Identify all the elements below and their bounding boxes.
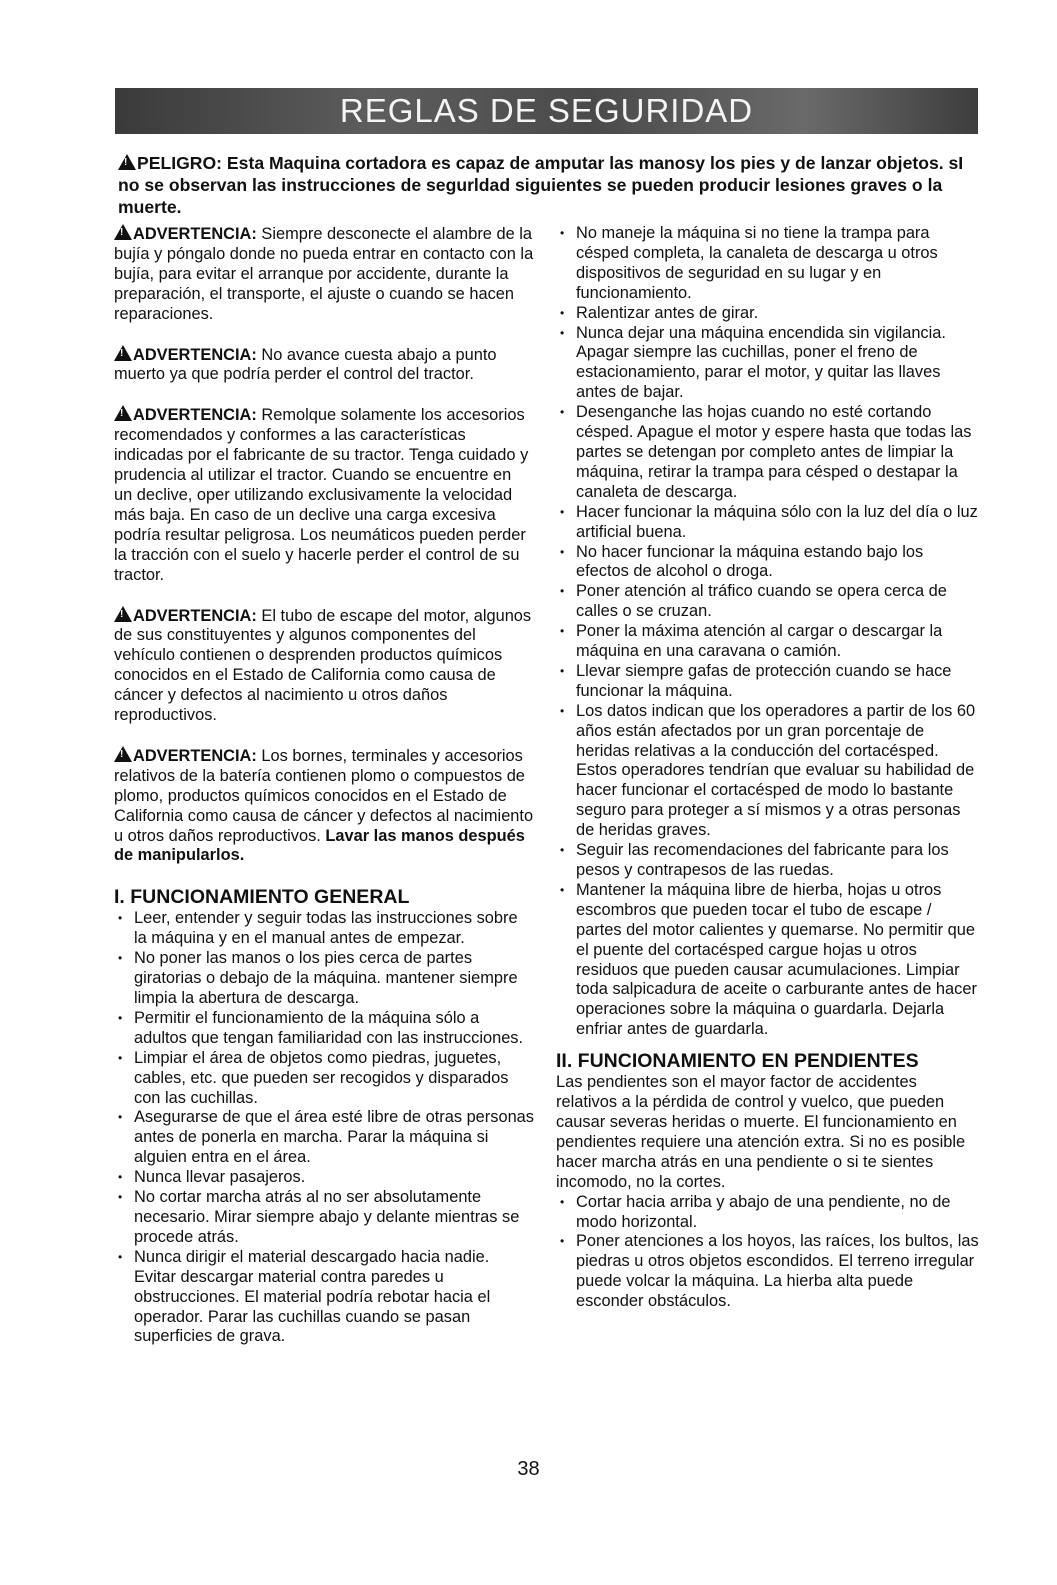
list-item: • Permitir el funcionamiento de la máquina sólo a adultos que tengan familiaridad con las instrucciones. bbox=[114, 1009, 534, 1049]
warning-text: No avance cuesta abajo a punto muerto ya que podría perder el control del tractor. bbox=[114, 345, 497, 384]
list-item: • Hacer funcionar la máquina sólo con la luz del día o luz artificial buena. bbox=[556, 503, 980, 543]
list-item: • Poner atenciones a los hoyos, las raíces, los bultos, las piedras u otros objetos escondidos. El terreno irregular puede volcar la máquina. La hierba alta puede esconder obstáculos. bbox=[556, 1232, 980, 1312]
warning-text: Los bornes, terminales y accesorios relativos de la batería contienen plomo o compuestos de plomo, productos químicos conocidos en el Estado de California como causa de cáncer y defectos al nacimiento u otros daños reproductivos. bbox=[114, 746, 534, 845]
list-item: • Llevar siempre gafas de protección cuando se hace funcionar la máquina. bbox=[556, 662, 980, 702]
warning-block bbox=[114, 606, 534, 726]
slopes-intro: Las pendientes son el mayor factor de accidentes relativos a la pérdida de control y vuelco, que pueden causar severas heridas o muerte. El funcionamiento en pendientes requiere una atención extra. Si no es posible hacer marcha atrás en una pendiente o si te sientes incomodo, no la cortes. bbox=[556, 1073, 966, 1191]
warning-text: Remolque solamente los accesorios recomendados y conformes a las características indicadas por el fabricante de su tractor. Tenga cuidado y prudencia al utilizar el tractor. Cuando se encuentre en un declive, oper utilizando exclusivamente la velocidad más baja. En caso de un declive una carga excesiva podría resultar peligrosa. Los neumáticos pueden perder la tracción con el suelo y hacerle perder el control de su tractor. bbox=[114, 406, 529, 584]
section-heading-slopes: II. FUNCIONAMIENTO EN PENDIENTES bbox=[556, 1050, 919, 1073]
warning-label: ADVERTENCIA: bbox=[133, 746, 257, 765]
list-item: • Los datos indican que los operadores a partir de los 60 años están afectados por un gran porcentaje de heridas relativas a la conducción del cortacésped. Estos operadores tendrían que evaluar su habilidad de hacer funcionar el cortacésped de modo lo bastante seguro para proteger a sí mismos y a otras personas de heridas graves. bbox=[556, 702, 980, 841]
list-item: • Nunca dejar una máquina encendida sin vigilancia. Apagar siempre las cuchillas, poner el freno de estacionamiento, parar el motor, y quitar las llaves antes de bajar. bbox=[556, 324, 980, 404]
warning-label: ADVERTENCIA: bbox=[133, 345, 257, 364]
danger-text: Esta Maquina cortadora es capaz de amputar las manosy los pies y de lanzar objetos. sI no se observan las instrucciones de segurldad siguientes se pueden producir lesiones graves o la muerte. bbox=[118, 153, 964, 217]
list-item: • Desenganche las hojas cuando no esté cortando césped. Apague el motor y espere hasta que todas las partes se detengan por completo antes de limpiar la máquina, retirar la trampa para césped o destapar la canaleta de descarga. bbox=[556, 403, 980, 503]
list-item: • Ralentizar antes de girar. bbox=[556, 304, 980, 324]
warning-icon bbox=[114, 405, 132, 421]
warning-icon bbox=[114, 224, 132, 240]
page-title: REGLAS DE SEGURIDAD bbox=[339, 92, 754, 129]
warning-block bbox=[114, 224, 534, 325]
section-banner bbox=[115, 88, 978, 134]
warning-label: ADVERTENCIA: bbox=[133, 406, 257, 425]
general-rules-list-continued bbox=[556, 224, 980, 1040]
list-item: • Mantener la máquina libre de hierba, hojas u otros escombros que pueden tocar el tubo de escape / partes del motor calientes y quemarse. No permitir que el puente del cortacésped cargue hojas u otros residuos que pueden causar acumulaciones. Limpiar toda salpicadura de aceite o carburante antes de hacer operaciones sobre la máquina o guardarla. Dejarla enfriar antes de guardarla. bbox=[556, 881, 980, 1040]
warning-icon bbox=[114, 345, 132, 361]
warning-text: Siempre desconecte el alambre de la bujía y póngalo donde no pueda entrar en contacto con la bujía, para evitar el arranque por accidente, durante la preparación, el transporte, el ajuste o cuando se hacen reparaciones. bbox=[114, 225, 534, 323]
warning-block bbox=[114, 405, 534, 585]
warning-text: El tubo de escape del motor, algunos de sus constituyentes y algunos componentes del vehículo contienen o desprenden productos químicos conocidos en el Estado de California como causa de cáncer y defectos al nacimiento u otros daños reproductivos. bbox=[114, 606, 532, 725]
list-item: • No poner las manos o los pies cerca de partes giratorias o debajo de la máquina. mantener siempre limpia la abertura de descarga. bbox=[114, 949, 534, 1009]
list-item: • Asegurarse de que el área esté libre de otras personas antes de ponerla en marcha. Parar la máquina si alguien entra en el área. bbox=[114, 1108, 534, 1168]
danger-label: PELIGRO: bbox=[137, 153, 223, 173]
page-number: 38 bbox=[517, 1458, 540, 1480]
danger-notice bbox=[118, 152, 978, 218]
list-item: • Poner la máxima atención al cargar o descargar la máquina en una caravana o camión. bbox=[556, 622, 980, 662]
section-heading-general: I. FUNCIONAMIENTO GENERAL bbox=[114, 886, 410, 909]
list-item: • Leer, entender y seguir todas las instrucciones sobre la máquina y en el manual antes de empezar. bbox=[114, 909, 534, 949]
list-item: • Nunca llevar pasajeros. bbox=[114, 1168, 534, 1188]
warning-bold-tail: Lavar las manos después de manipularlos. bbox=[114, 826, 525, 865]
warning-icon bbox=[114, 746, 132, 762]
slopes-list bbox=[556, 1193, 980, 1312]
warning-label: ADVERTENCIA: bbox=[133, 606, 257, 625]
general-rules-list bbox=[114, 909, 534, 1347]
list-item: • Cortar hacia arriba y abajo de una pendiente, no de modo horizontal. bbox=[556, 1193, 980, 1233]
list-item: • Nunca dirigir el material descargado hacia nadie. Evitar descargar material contra paredes u obstrucciones. El material podría rebotar hacia el operador. Parar las cuchillas cuando se pasan superficies de grava. bbox=[114, 1248, 534, 1348]
left-column bbox=[114, 224, 534, 1347]
list-item: • Seguir las recomendaciones del fabricante para los pesos y contrapesos de las ruedas. bbox=[556, 841, 980, 881]
list-item: • Poner atención al tráfico cuando se opera cerca de calles o se cruzan. bbox=[556, 582, 980, 622]
list-item: • No hacer funcionar la máquina estando bajo los efectos de alcohol o droga. bbox=[556, 543, 980, 583]
list-item: • No maneje la máquina si no tiene la trampa para césped completa, la canaleta de descarga u otros dispositivos de seguridad en su lugar y en funcionamiento. bbox=[556, 224, 980, 304]
warning-block bbox=[114, 345, 534, 386]
list-item: • No cortar marcha atrás al no ser absolutamente necesario. Mirar siempre abajo y delante mientras se procede atrás. bbox=[114, 1188, 534, 1248]
warning-block bbox=[114, 746, 534, 866]
right-column bbox=[556, 224, 980, 1312]
warning-label: ADVERTENCIA: bbox=[133, 225, 257, 243]
warning-icon bbox=[118, 154, 136, 170]
list-item: • Limpiar el área de objetos como piedras, juguetes, cables, etc. que pueden ser recogidos y disparados con las cuchillas. bbox=[114, 1049, 534, 1109]
warning-icon bbox=[114, 606, 132, 622]
